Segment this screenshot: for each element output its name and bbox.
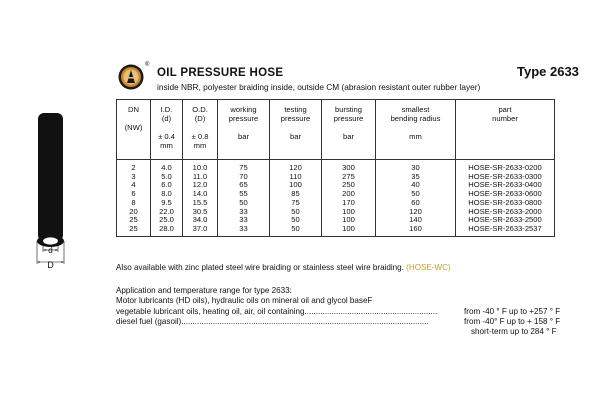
header-testing-pressure: testing pressure bar	[270, 100, 322, 160]
application-line-motor: Motor lubricants (HD oils), hydraulic oils on mineral oil and glycol baseF	[116, 296, 373, 306]
column-part-number: HOSE-SR-2633-0200 HOSE-SR-2633-0300 HOSE-SR-2633-0400 HOSE-SR-2633-0600 HOSE-SR-2633-0800 HOSE-SR-2633-2000 HOSE-SR-2633-2500 HOSE-SR-2633-2537	[456, 160, 555, 237]
header-working-pressure: working pressure bar	[218, 100, 270, 160]
column-working-pressure: 75 70 65 55 50 33 33 33	[218, 160, 270, 237]
header-dn: DN (NW)	[117, 100, 151, 160]
availability-code: (HOSE-WC)	[406, 263, 451, 272]
column-testing-pressure: 120 110 100 85 75 50 50 50	[270, 160, 322, 237]
header-part-number: part number	[456, 100, 555, 160]
table-data-row	[117, 160, 555, 237]
outer-diameter-label: D	[47, 260, 54, 268]
temp-shortterm: short-term up to 284 ° F	[471, 327, 557, 337]
application-section	[116, 286, 561, 337]
application-line-vegetable: vegetable lubricant oils, heating oil, air, oil containing........................................................... from -40 ° F up to +257 ° F	[116, 306, 561, 316]
temp-range-diesel: from -40° F up to + 158 ° F	[464, 316, 561, 326]
column-dn: 2 3 4 6 8 20 25 25	[117, 160, 151, 237]
product-type: Type 2633	[517, 64, 579, 79]
temp-range-vegetable: from -40 ° F up to +257 ° F	[464, 306, 561, 316]
column-id: 4.0 5.0 6.0 8.0 9.5 22.0 25.0 28.0	[151, 160, 183, 237]
application-line-shortterm	[116, 327, 557, 337]
inner-diameter-label: d	[48, 246, 53, 255]
column-bursting-pressure: 300 275 250 200 170 100 100 100	[322, 160, 376, 237]
column-bending-radius: 30 35 40 50 60 120 140 160	[376, 160, 456, 237]
availability-text: Also available with zinc plated steel wire braiding or stainless steel wire braiding.	[116, 263, 404, 272]
spec-table	[116, 99, 555, 237]
application-line-diesel: diesel fuel (gasoil).............................................................................................................. from -40° F up to + 158 ° F	[116, 316, 561, 326]
header-bursting-pressure: bursting pressure bar	[322, 100, 376, 160]
registered-mark: ®	[145, 62, 150, 68]
product-subtitle: inside NBR, polyester braiding inside, outside CM (abrasion resistant outer rubber layer)	[157, 82, 481, 92]
header-id: I.D. (d) ± 0.4 mm	[151, 100, 183, 160]
hose-inner-bore	[43, 237, 58, 244]
column-od: 10.0 11.0 12.0 14.0 15.5 30.5 34.0 37.0	[183, 160, 218, 237]
application-heading: Application and temperature range for type 2633:	[116, 286, 292, 295]
header-od: O.D. (D) ± 0.8 mm	[183, 100, 218, 160]
header-bending-radius: smallest bending radius mm	[376, 100, 456, 160]
hose-body	[38, 113, 63, 241]
brand-logo	[118, 64, 144, 90]
product-title: OIL PRESSURE HOSE	[157, 67, 284, 79]
availability-note	[116, 263, 451, 272]
hose-diagram	[28, 108, 88, 268]
table-header-row	[117, 100, 555, 160]
